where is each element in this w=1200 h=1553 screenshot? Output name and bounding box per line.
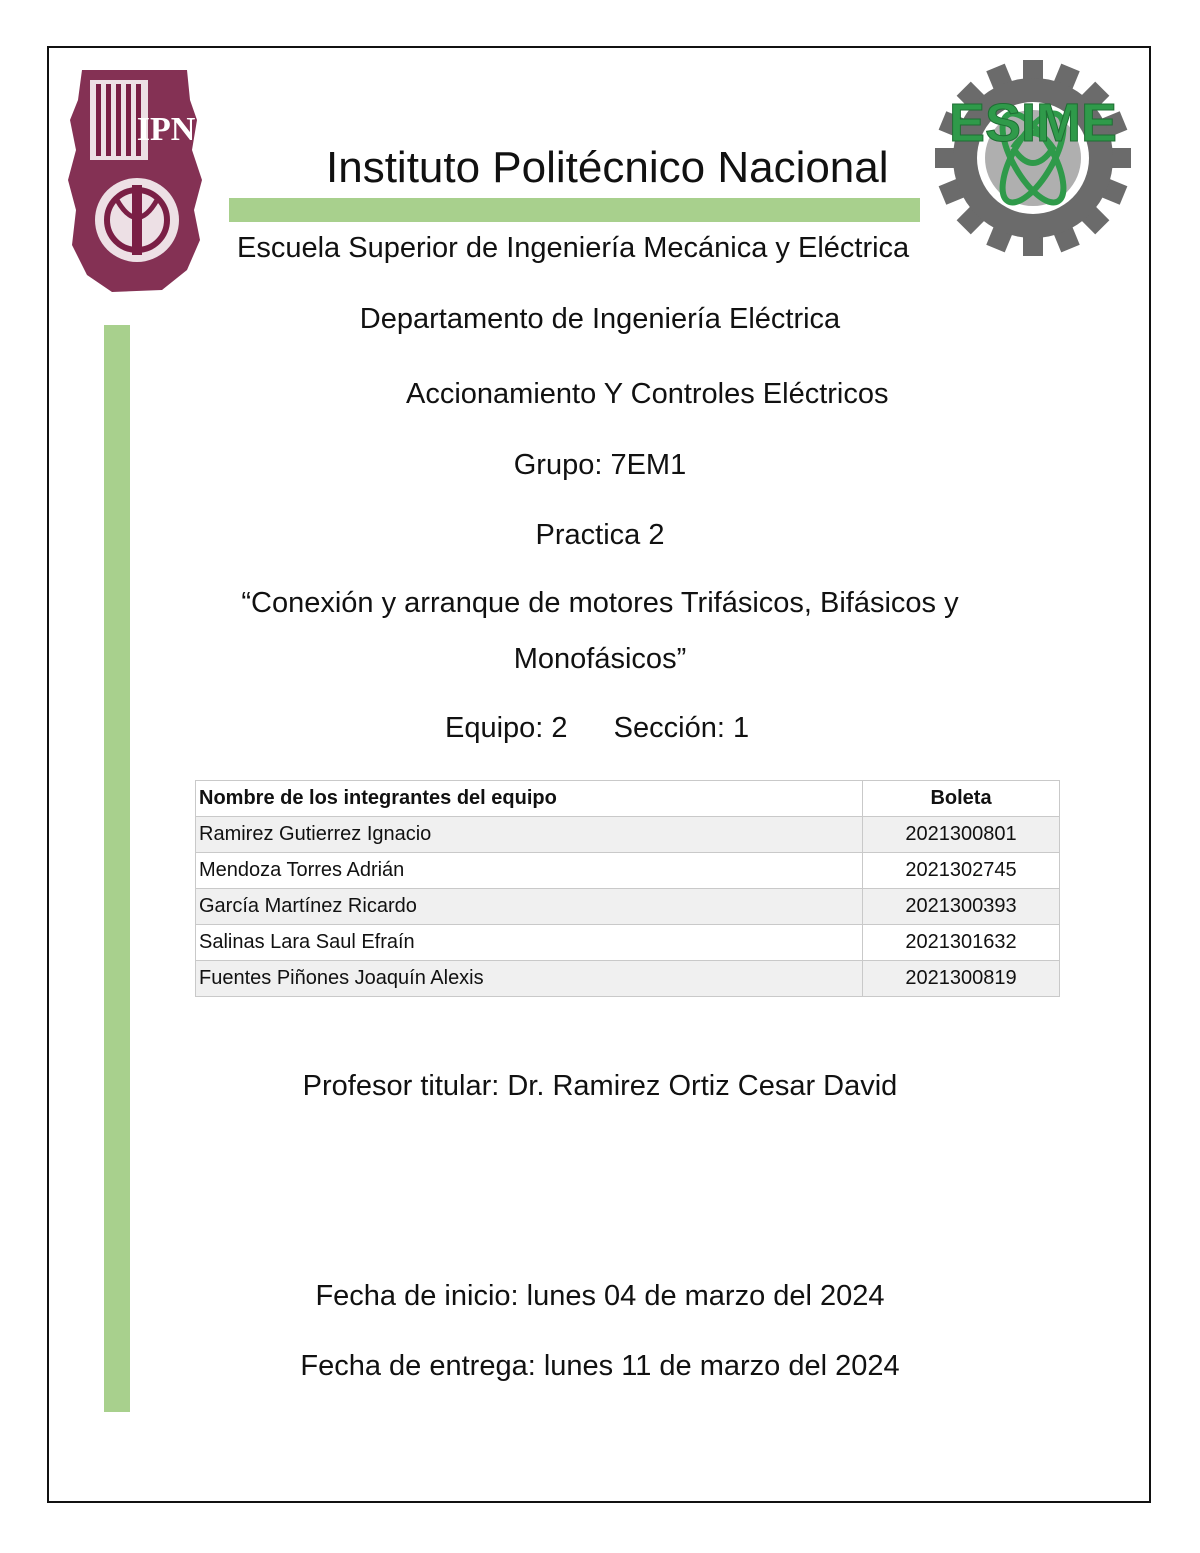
table-row — [196, 889, 1060, 925]
column-header-boleta: Boleta — [863, 781, 1060, 817]
member-boleta: 2021300801 — [863, 817, 1060, 853]
school-name: Escuela Superior de Ingeniería Mecánica y Eléctrica — [237, 232, 910, 264]
course-name: Accionamiento Y Controles Eléctricos — [406, 378, 889, 410]
member-boleta: 2021302745 — [863, 853, 1060, 889]
column-header-name: Nombre de los integrantes del equipo — [196, 781, 863, 817]
member-boleta: 2021300393 — [863, 889, 1060, 925]
member-name: Mendoza Torres Adrián — [196, 853, 863, 889]
team-label: Equipo: 2 — [445, 712, 568, 744]
ipn-logo-text: IPN — [136, 111, 196, 148]
member-boleta: 2021300819 — [863, 961, 1060, 997]
member-name: Ramirez Gutierrez Ignacio — [196, 817, 863, 853]
table-row — [196, 817, 1060, 853]
member-name: García Martínez Ricardo — [196, 889, 863, 925]
group-label: Grupo: 7EM1 — [513, 449, 687, 481]
members-table — [195, 780, 1060, 997]
member-boleta: 2021301632 — [863, 925, 1060, 961]
table-row — [196, 925, 1060, 961]
table-row — [196, 853, 1060, 889]
practice-label: Practica 2 — [535, 519, 665, 551]
member-name: Fuentes Piñones Joaquín Alexis — [196, 961, 863, 997]
institution-title: Instituto Politécnico Nacional — [326, 143, 889, 192]
vertical-accent-bar — [104, 325, 130, 1412]
team-section-line — [445, 712, 749, 745]
table-header-row — [196, 781, 1060, 817]
ipn-logo-icon — [62, 60, 212, 296]
start-date: Fecha de inicio: lunes 04 de marzo del 2024 — [315, 1280, 885, 1312]
professor-line: Profesor titular: Dr. Ramirez Ortiz Cesar David — [302, 1070, 898, 1102]
esime-logo-text: ESIME — [948, 93, 1118, 153]
section-label: Sección: 1 — [613, 712, 750, 744]
delivery-date: Fecha de entrega: lunes 11 de marzo del 2024 — [300, 1350, 900, 1382]
table-row — [196, 961, 1060, 997]
esime-logo-icon — [922, 58, 1144, 258]
department-name: Departamento de Ingeniería Eléctrica — [359, 303, 841, 335]
title-underline-bar — [229, 198, 920, 222]
member-name: Salinas Lara Saul Efraín — [196, 925, 863, 961]
subject-line-2: Monofásicos” — [513, 643, 687, 675]
subject-line-1: “Conexión y arranque de motores Trifásicos, Bifásicos y — [241, 587, 959, 619]
